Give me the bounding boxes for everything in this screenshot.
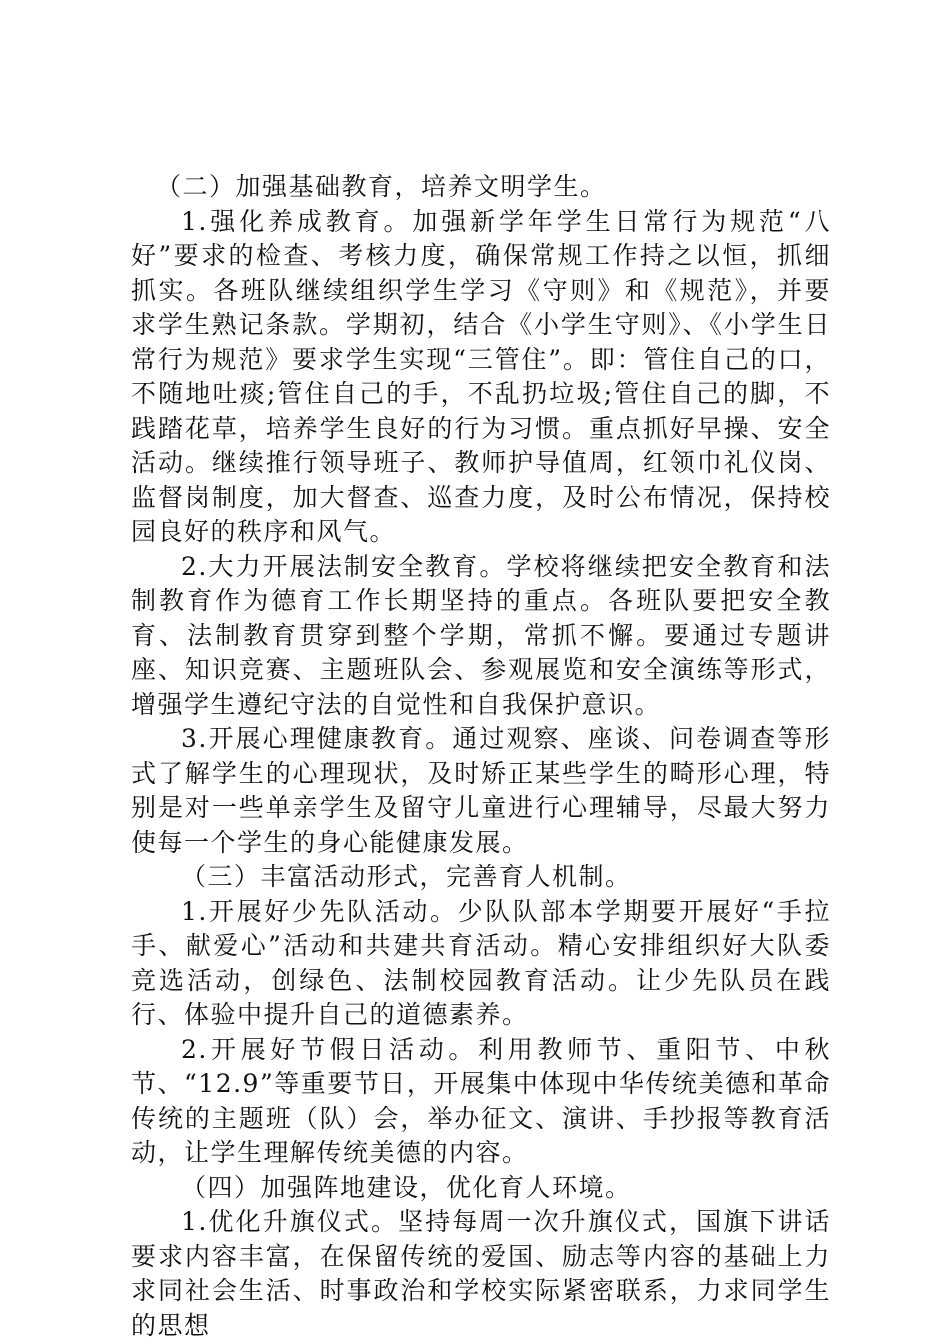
document-body (131, 170, 831, 1343)
paragraph-flag-raising-ceremony: 1.优化升旗仪式。坚持每周一次升旗仪式，国旗下讲话要求内容丰富，在保留传统的爱国、励志等内容的基础上力求同社会生活、时事政治和学校实际紧密联系，力求同学生的思想 (131, 1207, 831, 1340)
section-heading-3: （三）丰富活动形式，完善育人机制。 (181, 862, 632, 891)
paragraph-mental-health-education: 3.开展心理健康教育。通过观察、座谈、问卷调查等形式了解学生的心理现状，及时矫正某些学生的畸形心理，特别是对一些单亲学生及留守儿童进行心理辅导，尽最大努力使每一个学生的身心能健康发展。 (131, 724, 831, 857)
paragraph-young-pioneers-activities: 1.开展好少先队活动。少队队部本学期要开展好“手拉手、献爱心”活动和共建共育活动。精心安排组织好大队委竞选活动，创绿色、法制校园教育活动。让少先队员在践行、体验中提升自己的道德素养。 (131, 896, 831, 1029)
section-heading-2: （二）加强基础教育，培养文明学生。 (156, 172, 607, 201)
paragraph-holiday-activities: 2.开展好节假日活动。利用教师节、重阳节、中秋节、“12.9”等重要节日，开展集中体现中华传统美德和革命传统的主题班（队）会，举办征文、演讲、手抄报等教育活动，让学生理解传统美德的内容。 (131, 1034, 831, 1167)
paragraph-habit-education: 1.强化养成教育。加强新学年学生日常行为规范“八好”要求的检查、考核力度，确保常规工作持之以恒，抓细抓实。各班队继续组织学生学习《守则》和《规范》，并要求学生熟记条款。学期初，结合《小学生守则》、《小学生日常行为规范》要求学生实现“三管住”。即：管住自己的口，不随地吐痰;管住自己的手，不乱扔垃圾;管住自己的脚，不践踏花草，培养学生良好的行为习惯。重点抓好早操、安全活动。继续推行领导班子、教师护导值周，红领巾礼仪岗、监督岗制度，加大督查、巡查力度，及时公布情况，保持校园良好的秩序和风气。 (131, 206, 831, 546)
section-heading-4: （四）加强阵地建设，优化育人环境。 (181, 1172, 632, 1202)
paragraph-legal-safety-education: 2.大力开展法制安全教育。学校将继续把安全教育和法制教育作为德育工作长期坚持的重点。各班队要把安全教育、法制教育贯穿到整个学期，常抓不懈。要通过专题讲座、知识竞赛、主题班队会、参观展览和安全演练等形式，增强学生遵纪守法的自觉性和自我保护意识。 (131, 551, 831, 719)
